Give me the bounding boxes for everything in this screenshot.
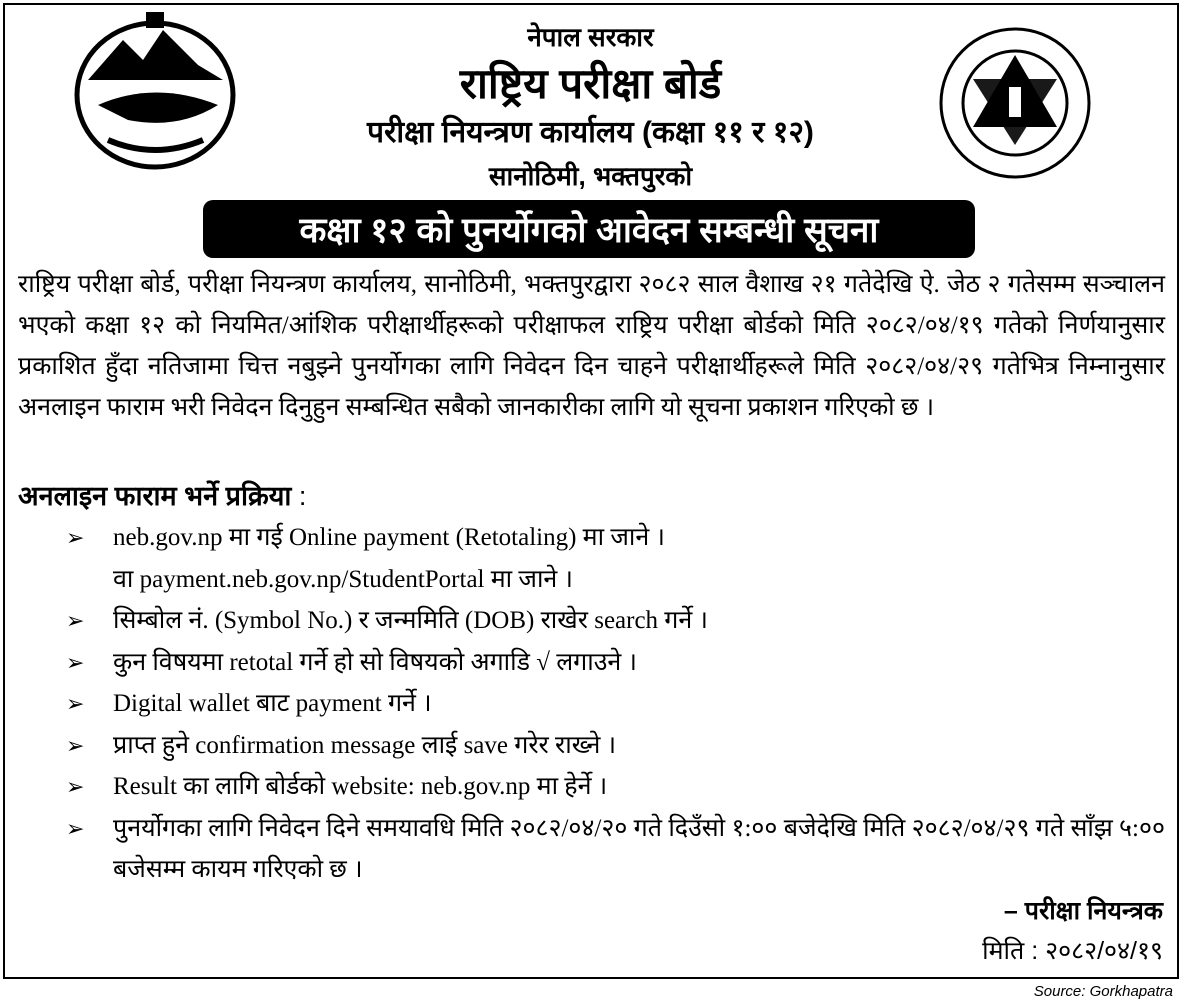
office-location: सानोठिमी, भक्तपुरको	[488, 161, 693, 191]
step-text: Result का लागि बोर्डको website: neb.gov.np मा हेर्ने ।	[113, 773, 608, 800]
step-text: पुनर्योगका लागि निवेदन दिने समयावधि मिति २०८२/०४/२० गते दिउँसो १:०० बजेदेखि मिति २०८२/०४/२९ गते साँझ ५:०० बजेसम्म कायम गरिएको छ ।	[113, 814, 1165, 883]
government-name: नेपाल सरकार	[527, 22, 654, 52]
list-item	[66, 725, 1165, 767]
notice-title: कक्षा १२ को पुनर्योगको आवेदन सम्बन्धी सूचना	[203, 200, 975, 258]
list-item	[66, 808, 1165, 891]
procedure-colon: :	[298, 481, 307, 511]
list-item	[66, 517, 1165, 600]
arrow-bullet-icon: ➢	[66, 608, 85, 633]
step-text: सिम्बोल नं. (Symbol No.) र जन्ममिति (DOB) राखेर search गर्ने ।	[113, 607, 708, 634]
arrow-bullet-icon: ➢	[66, 691, 85, 716]
signatory-title: – परीक्षा नियन्त्रक	[1003, 897, 1163, 925]
list-item	[66, 600, 1165, 642]
procedure-title: अनलाइन फाराम भर्ने प्रक्रिया	[18, 481, 292, 511]
arrow-bullet-icon: ➢	[66, 649, 85, 675]
procedure-steps	[66, 517, 1165, 891]
list-item	[66, 766, 1165, 808]
notice-body: राष्ट्रिय परीक्षा बोर्ड, परीक्षा नियन्त्रण कार्यालय, सानोठिमी, भक्तपुरद्वारा २०८२ साल वैशाख २१ गतेदेखि ऐ. जेठ २ गतेसम्म सञ्चालन भएको कक्षा १२ को नियमित/आंशिक परीक्षार्थीहरूको परीक्षाफल राष्ट्रिय परीक्षा बोर्डको मिति २०८२/०४/१९ गतेको निर्णयानुसार प्रकाशित हुँदा नतिजामा चित्त नबुझ्ने पुनर्योगका लागि निवेदन दिन चाहने परीक्षार्थीहरूले मिति २०८२/०४/२९ गतेभित्र निम्नानुसार अनलाइन फाराम भरी निवेदन दिनुहुन सम्बन्धित सबैको जानकारीका लागि यो सूचना प्रकाशन गरिएको छ ।	[18, 271, 1165, 421]
source-credit: Source: Gorkhapatra	[1033, 983, 1173, 1000]
step-text: प्राप्त हुने confirmation message लाई save गरेर राख्ने ।	[113, 731, 617, 759]
step-text: Digital wallet बाट payment गर्ने ।	[113, 690, 432, 717]
arrow-bullet-icon: ➢	[66, 774, 85, 799]
arrow-bullet-icon: ➢	[66, 732, 85, 758]
list-item	[66, 642, 1165, 684]
arrow-bullet-icon: ➢	[66, 525, 85, 550]
step-text: कुन विषयमा retotal गर्ने हो सो विषयको अगाडि √ लगाउने ।	[113, 648, 638, 676]
arrow-bullet-icon: ➢	[66, 815, 85, 841]
notice-date: मिति : २०८२/०४/१९	[982, 937, 1163, 965]
procedure-heading	[18, 476, 306, 513]
step-text: neb.gov.np मा गई Online payment (Retotaling) मा जाने ।	[113, 524, 665, 551]
step-subtext: वा payment.neb.gov.np/StudentPortal मा जाने ।	[113, 565, 574, 593]
office-name: परीक्षा नियन्त्रण कार्यालय (कक्षा ११ र १२)	[367, 116, 814, 149]
board-name: राष्ट्रिय परीक्षा बोर्ड	[459, 60, 722, 107]
list-item	[66, 683, 1165, 725]
